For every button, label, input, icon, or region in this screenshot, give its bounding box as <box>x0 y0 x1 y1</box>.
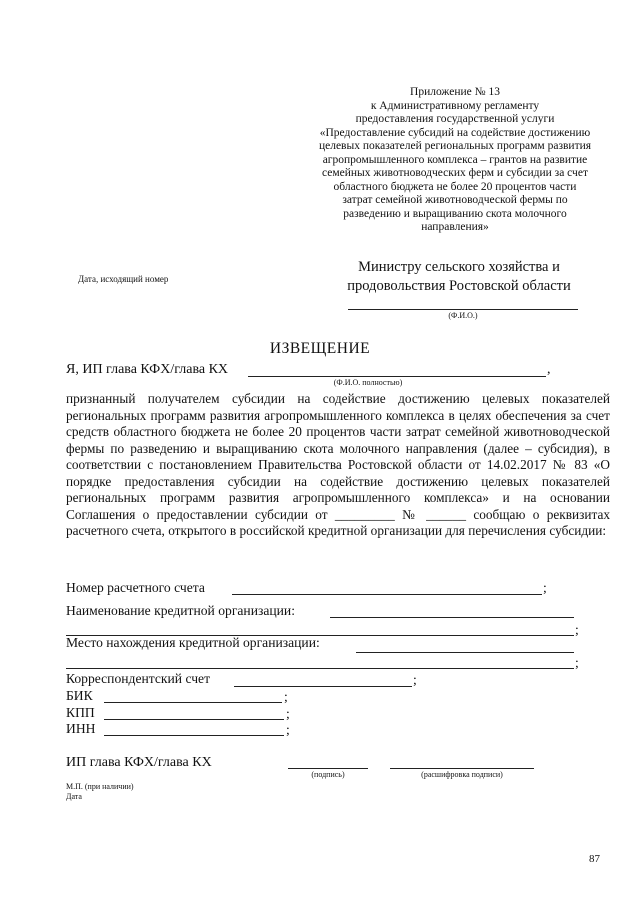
appendix-line: областного бюджета не более 20 процентов части <box>333 180 577 193</box>
bank-name-field[interactable] <box>330 617 574 618</box>
document-title: ИЗВЕЩЕНИЕ <box>269 340 371 357</box>
bank-location-semicolon: ; <box>575 655 579 670</box>
kpp-label: КПП <box>66 705 95 720</box>
appendix-line: «Предоставление субсидий на содействие достижению <box>319 126 591 139</box>
appendix-line: агропромышленного комплекса – грантов на развитие <box>322 153 588 166</box>
account-number-field[interactable] <box>232 594 542 595</box>
seal-label: М.П. (при наличии) <box>66 782 134 791</box>
applicant-comma: , <box>547 362 551 377</box>
addressee-block <box>300 258 618 296</box>
signature-label: ИП глава КФХ/глава КХ <box>66 755 212 770</box>
kpp-field[interactable] <box>104 719 284 720</box>
appendix-line: целевых показателей региональных программ развития <box>318 140 592 152</box>
notice-body-text: признанный получателем субсидии на содействие достижению целевых показателей региональных программ развития агропромышленного комплекса в целях обеспечения за счет средств областного бюджета не более 20 процентов части затрат семейной животноводческой фермы по разведению и выращиванию скота молочного направления (далее – субсидия), в соответствии с постановлением Правительства Ростовской области от 14.02.2017 № 83 «О порядке предоставления субсидии на содействие достижению целевых показателей региональных программ развития агропромышленного комплекса» и на основании Соглашения о предоставлении субсидии от _________ № ______ сообщаю о реквизитах расчетного счета, открытого в российской кредитной организации для перечисления субсидии: <box>66 391 610 538</box>
appendix-line: семейных животноводческих ферм и субсидии за счет <box>322 167 588 179</box>
signature-decode-caption: (расшифровка подписи) <box>421 770 503 779</box>
signature-caption: (подпись) <box>311 770 345 779</box>
appendix-line: разведению и выращиванию скота молочного <box>343 207 567 220</box>
appendix-line: направления» <box>421 221 489 233</box>
applicant-fio-caption: (Ф.И.О. полностью) <box>333 378 403 387</box>
appendix-line: предоставления государственной услуги <box>355 113 555 125</box>
addressee-fio-line[interactable] <box>348 309 578 310</box>
bank-name-label: Наименование кредитной организации: <box>66 603 295 618</box>
corr-account-label: Корреспондентский счет <box>66 671 211 686</box>
signature-decode-field[interactable] <box>390 768 534 769</box>
bank-name-semicolon: ; <box>575 622 579 637</box>
page-number: 87 <box>589 853 600 865</box>
inn-field[interactable] <box>104 735 284 736</box>
bik-field[interactable] <box>104 702 282 703</box>
kpp-semicolon: ; <box>286 706 290 721</box>
bik-semicolon: ; <box>284 689 288 704</box>
bank-location-field-continuation[interactable] <box>66 668 574 669</box>
date-label: Дата <box>66 792 82 801</box>
addressee-fio-caption: (Ф.И.О.) <box>448 311 478 320</box>
applicant-prefix: Я, ИП глава КФХ/глава КХ <box>66 362 229 377</box>
addressee-line-2: продовольствия Ростовской области <box>347 278 571 294</box>
date-outgoing-label: Дата, исходящий номер <box>78 274 169 284</box>
corr-account-field[interactable] <box>234 686 412 687</box>
inn-label: ИНН <box>66 721 96 736</box>
addressee-line-1: Министру сельского хозяйства и <box>358 259 560 275</box>
bank-location-label: Место нахождения кредитной организации: <box>66 635 320 650</box>
signature-field[interactable] <box>288 768 368 769</box>
appendix-line: к Административному регламенту <box>370 99 540 112</box>
bank-location-field[interactable] <box>356 652 574 653</box>
appendix-line: затрат семейной животноводческой фермы по <box>342 194 568 206</box>
applicant-fio-line[interactable] <box>248 376 546 377</box>
inn-semicolon: ; <box>286 722 290 737</box>
bik-label: БИК <box>66 688 93 703</box>
appendix-line: Приложение № 13 <box>410 86 500 98</box>
corr-account-semicolon: ; <box>413 672 417 687</box>
account-number-label: Номер расчетного счета <box>66 580 205 595</box>
appendix-block <box>290 86 620 235</box>
account-number-semicolon: ; <box>543 580 547 595</box>
